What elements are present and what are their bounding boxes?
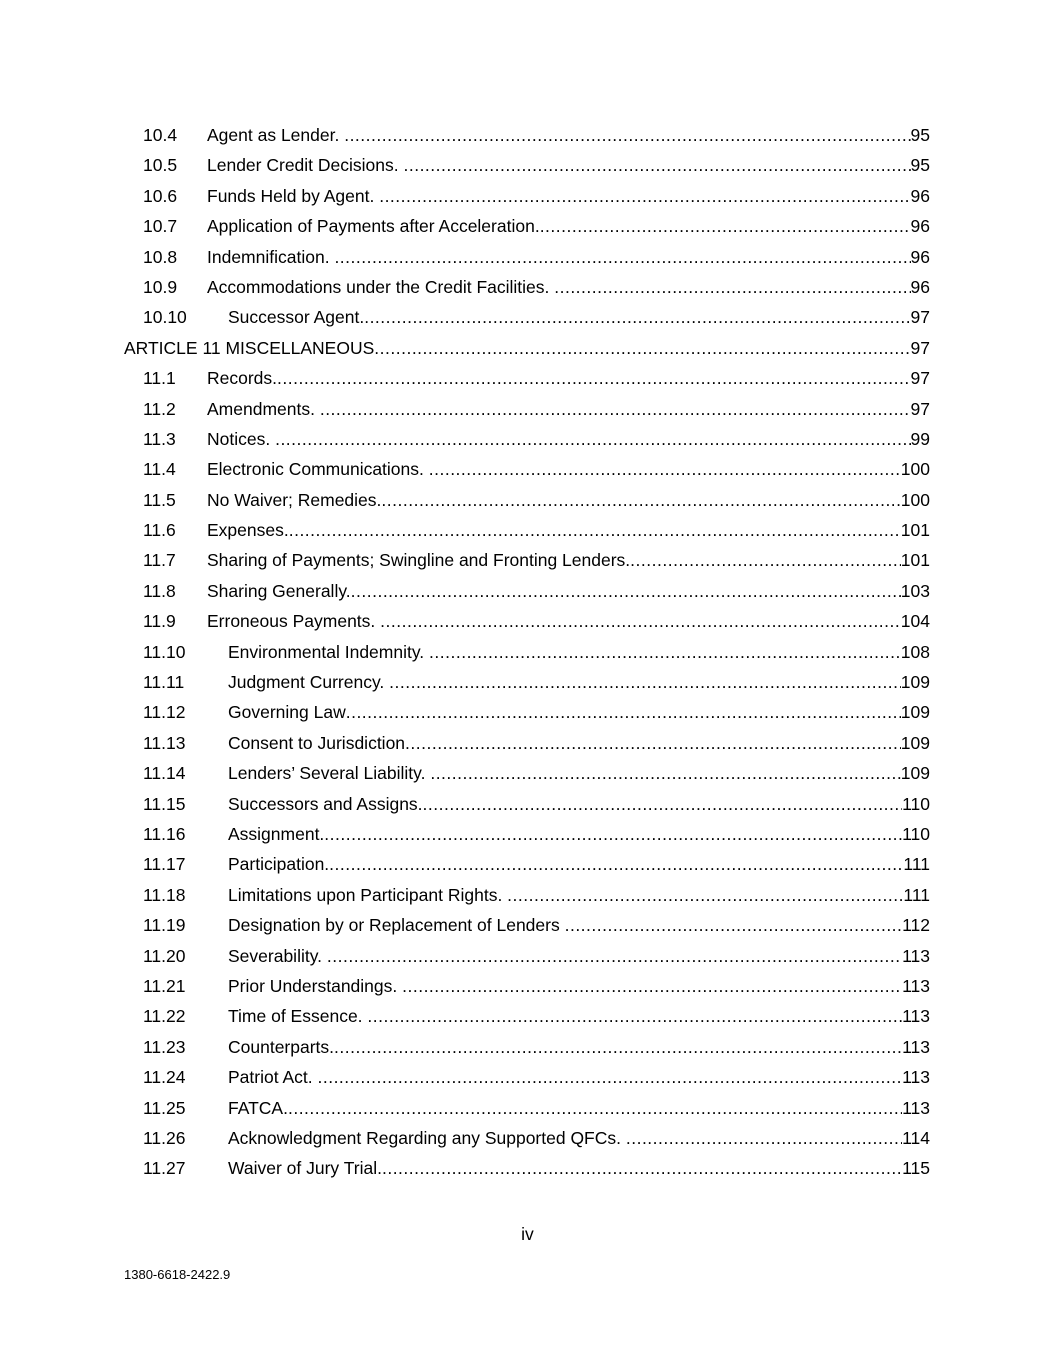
toc-page-number: 113 xyxy=(902,975,930,996)
toc-entry[interactable] xyxy=(0,363,1055,393)
toc-section-title: Lenders’ Several Liability. xyxy=(228,763,431,784)
toc-page-number: 115 xyxy=(902,1158,930,1179)
toc-section-number: 11.19 xyxy=(143,915,186,936)
table-of-contents xyxy=(0,120,1055,1184)
toc-entry[interactable] xyxy=(0,941,1055,971)
toc-entry-line xyxy=(228,1153,930,1183)
toc-entry-line xyxy=(228,819,930,849)
toc-page-number: 111 xyxy=(903,884,930,905)
toc-section-number: 11.3 xyxy=(143,428,176,449)
toc-section-number: 11.21 xyxy=(143,975,186,996)
dot-leader xyxy=(327,941,902,971)
toc-entry[interactable] xyxy=(0,485,1055,515)
toc-section-number: 11.18 xyxy=(143,884,186,905)
toc-section-title: Designation by or Replacement of Lenders xyxy=(228,915,565,936)
toc-entry[interactable] xyxy=(0,971,1055,1001)
toc-page-number: 101 xyxy=(900,520,930,541)
dot-leader xyxy=(423,789,903,819)
toc-section-title: Prior Understandings. xyxy=(228,975,403,996)
dot-leader xyxy=(630,545,901,575)
toc-section-title: Successor Agent. xyxy=(228,307,365,328)
toc-section-number: 10.9 xyxy=(143,276,178,297)
toc-section-number: 10.7 xyxy=(143,216,178,237)
toc-section-title: Severability. xyxy=(228,945,327,966)
toc-entry-line xyxy=(228,789,930,819)
toc-page-number: 95 xyxy=(910,155,930,176)
dot-leader xyxy=(565,910,903,940)
toc-page-number: 112 xyxy=(902,915,930,936)
toc-entry-line xyxy=(228,880,930,910)
toc-section-number: 10.10 xyxy=(143,307,187,328)
dot-leader xyxy=(429,454,901,484)
toc-page-number: 100 xyxy=(900,489,930,510)
toc-page-number: 109 xyxy=(900,763,930,784)
toc-section-title: Assignment. xyxy=(228,823,325,844)
dot-leader xyxy=(540,211,911,241)
toc-entry[interactable] xyxy=(0,819,1055,849)
dot-leader xyxy=(275,424,910,454)
toc-section-number: 11.10 xyxy=(143,641,186,662)
toc-entry[interactable] xyxy=(0,120,1055,150)
toc-page-number: 97 xyxy=(910,368,930,389)
toc-entry[interactable] xyxy=(0,910,1055,940)
toc-section-number: 11.25 xyxy=(143,1097,186,1118)
toc-page-number: 111 xyxy=(903,854,930,875)
toc-entry[interactable] xyxy=(0,880,1055,910)
toc-entry-line xyxy=(207,424,930,454)
dot-leader xyxy=(374,333,910,363)
toc-entry[interactable] xyxy=(0,667,1055,697)
dot-leader xyxy=(403,150,910,180)
toc-section-title: Patriot Act. xyxy=(228,1067,318,1088)
toc-section-number: 11.20 xyxy=(143,945,186,966)
toc-entry-line xyxy=(207,120,930,150)
toc-section-title: Lender Credit Decisions. xyxy=(207,155,404,176)
toc-section-title: Governing Law xyxy=(228,702,346,723)
toc-entry-line xyxy=(207,150,930,180)
toc-section-title: FATCA. xyxy=(228,1097,288,1118)
dot-leader xyxy=(277,363,911,393)
toc-section-number: 10.8 xyxy=(143,246,178,267)
toc-entry-line xyxy=(228,1032,930,1062)
dot-leader xyxy=(389,667,901,697)
toc-entry[interactable] xyxy=(0,150,1055,180)
toc-article-heading[interactable] xyxy=(0,333,1055,363)
toc-section-title: Acknowledgment Regarding any Supported QFCs. xyxy=(228,1127,626,1148)
toc-section-title: Amendments. xyxy=(207,398,320,419)
toc-entry-line xyxy=(207,485,930,515)
toc-entry[interactable] xyxy=(0,758,1055,788)
toc-entry[interactable] xyxy=(0,302,1055,332)
toc-entry-line xyxy=(207,363,930,393)
dot-leader xyxy=(430,758,900,788)
toc-page-number: 96 xyxy=(910,216,930,237)
toc-page-number: 96 xyxy=(910,276,930,297)
dot-leader xyxy=(346,697,901,727)
toc-entry-line xyxy=(207,545,930,575)
toc-entry[interactable] xyxy=(0,515,1055,545)
toc-page-number: 113 xyxy=(902,1006,930,1027)
toc-page-number: 113 xyxy=(902,945,930,966)
toc-section-title: Time of Essence. xyxy=(228,1006,368,1027)
toc-entry-line xyxy=(228,1062,930,1092)
toc-section-title: Application of Payments after Acceleration. xyxy=(207,216,540,237)
toc-section-number: 11.6 xyxy=(143,520,176,541)
toc-section-title: Indemnification. xyxy=(207,246,335,267)
toc-entry[interactable] xyxy=(0,1062,1055,1092)
toc-section-title: Notices. xyxy=(207,428,276,449)
toc-section-number: 11.7 xyxy=(143,550,176,571)
toc-section-number: 11.15 xyxy=(143,793,186,814)
toc-entry[interactable] xyxy=(0,424,1055,454)
dot-leader xyxy=(317,1062,902,1092)
dot-leader xyxy=(351,576,901,606)
toc-section-title: Environmental Indemnity. xyxy=(228,641,430,662)
toc-section-title: Records. xyxy=(207,368,278,389)
toc-entry[interactable] xyxy=(0,454,1055,484)
toc-entry-line xyxy=(228,1123,930,1153)
dot-leader xyxy=(405,728,901,758)
toc-entry[interactable] xyxy=(0,728,1055,758)
dot-leader xyxy=(507,880,903,910)
document-id: 1380-6618-2422.9 xyxy=(124,1267,231,1282)
toc-section-title: Electronic Communications. xyxy=(207,459,429,480)
dot-leader xyxy=(289,515,901,545)
toc-entry-line xyxy=(228,697,930,727)
dot-leader xyxy=(367,1001,902,1031)
toc-page-number: 95 xyxy=(910,125,930,145)
toc-section-number: 11.8 xyxy=(143,580,176,601)
toc-page-number: 104 xyxy=(900,611,930,632)
toc-page-number: 114 xyxy=(902,1127,930,1148)
toc-section-number: 11.23 xyxy=(143,1036,186,1057)
toc-page-number: 110 xyxy=(902,823,930,844)
toc-section-title: Accommodations under the Credit Facilities. xyxy=(207,276,555,297)
toc-entry-line xyxy=(207,242,930,272)
dot-leader xyxy=(324,819,902,849)
toc-section-number: 11.22 xyxy=(143,1006,186,1027)
toc-section-title: Sharing Generally. xyxy=(207,580,351,601)
toc-entry[interactable] xyxy=(0,272,1055,302)
dot-leader xyxy=(381,485,900,515)
toc-page-number: 103 xyxy=(900,580,930,601)
toc-section-number: 11.4 xyxy=(143,459,176,480)
page-number: iv xyxy=(521,1224,534,1244)
toc-section-title: Successors and Assigns. xyxy=(228,793,423,814)
toc-entry-line xyxy=(207,576,930,606)
toc-entry-line xyxy=(228,302,930,332)
toc-section-title: ARTICLE 11 MISCELLANEOUS xyxy=(124,337,375,358)
toc-entry[interactable] xyxy=(0,1001,1055,1031)
toc-section-title: Judgment Currency. xyxy=(228,672,390,693)
toc-page-number: 113 xyxy=(902,1067,930,1088)
toc-entry-line xyxy=(207,454,930,484)
toc-section-title: Participation. xyxy=(228,854,330,875)
dot-leader xyxy=(429,637,901,667)
toc-section-number: 11.5 xyxy=(143,489,176,510)
toc-entry-line xyxy=(228,1093,930,1123)
toc-page-number: 96 xyxy=(910,185,930,206)
toc-entry-line xyxy=(207,606,930,636)
toc-page-number: 109 xyxy=(900,702,930,723)
toc-entry-line xyxy=(228,971,930,1001)
dot-leader xyxy=(329,849,903,879)
toc-section-number: 11.17 xyxy=(143,854,186,875)
toc-section-title: Expenses. xyxy=(207,520,289,541)
toc-page-number: 97 xyxy=(910,337,930,358)
toc-entry-line xyxy=(228,728,930,758)
toc-section-number: 11.16 xyxy=(143,823,186,844)
toc-section-number: 11.27 xyxy=(143,1158,186,1179)
dot-leader xyxy=(288,1093,902,1123)
toc-entry[interactable] xyxy=(0,1153,1055,1183)
toc-page-number: 108 xyxy=(900,641,930,662)
toc-entry[interactable] xyxy=(0,606,1055,636)
toc-section-number: 11.12 xyxy=(143,702,186,723)
dot-leader xyxy=(402,971,902,1001)
toc-section-number: 11.26 xyxy=(143,1127,186,1148)
dot-leader xyxy=(334,242,910,272)
toc-entry[interactable] xyxy=(0,637,1055,667)
toc-section-title: Erroneous Payments. xyxy=(207,611,381,632)
dot-leader xyxy=(379,181,910,211)
toc-page-number: 113 xyxy=(902,1097,930,1118)
toc-entry[interactable] xyxy=(0,394,1055,424)
toc-section-number: 11.9 xyxy=(143,611,176,632)
toc-page-number: 109 xyxy=(900,672,930,693)
toc-page-number: 101 xyxy=(900,550,930,571)
toc-section-number: 10.6 xyxy=(143,185,178,206)
toc-section-title: No Waiver; Remedies. xyxy=(207,489,382,510)
dot-leader xyxy=(382,1153,902,1183)
toc-entry[interactable] xyxy=(0,576,1055,606)
dot-leader xyxy=(334,1032,902,1062)
toc-section-title: Limitations upon Participant Rights. xyxy=(228,884,508,905)
toc-entry-line xyxy=(228,849,930,879)
toc-entry[interactable] xyxy=(0,181,1055,211)
toc-entry[interactable] xyxy=(0,789,1055,819)
toc-entry-line xyxy=(124,333,930,363)
toc-section-title: Waiver of Jury Trial. xyxy=(228,1158,382,1179)
toc-entry[interactable] xyxy=(0,1093,1055,1123)
toc-entry[interactable] xyxy=(0,697,1055,727)
toc-page-number: 110 xyxy=(902,793,930,814)
toc-section-number: 11.24 xyxy=(143,1067,186,1088)
dot-leader xyxy=(364,302,910,332)
toc-page-number: 97 xyxy=(910,398,930,419)
toc-section-title: Sharing of Payments; Swingline and Fronting Lenders. xyxy=(207,550,631,571)
dot-leader xyxy=(554,272,910,302)
toc-entry-line xyxy=(228,1001,930,1031)
toc-entry-line xyxy=(228,910,930,940)
toc-page-number: 97 xyxy=(910,307,930,328)
toc-section-number: 11.1 xyxy=(143,368,176,389)
dot-leader xyxy=(380,606,901,636)
dot-leader xyxy=(626,1123,902,1153)
dot-leader xyxy=(344,120,910,150)
toc-entry-line xyxy=(207,515,930,545)
toc-entry-line xyxy=(228,637,930,667)
toc-entry-line xyxy=(207,211,930,241)
toc-page-number: 113 xyxy=(902,1036,930,1057)
toc-section-title: Counterparts. xyxy=(228,1036,335,1057)
toc-page-number: 96 xyxy=(910,246,930,267)
toc-entry[interactable] xyxy=(0,211,1055,241)
dot-leader xyxy=(320,394,911,424)
toc-section-number: 11.2 xyxy=(143,398,176,419)
toc-section-number: 11.11 xyxy=(143,672,185,693)
toc-entry-line xyxy=(228,941,930,971)
toc-section-title: Agent as Lender. xyxy=(207,125,345,145)
toc-section-title: Consent to Jurisdiction xyxy=(228,732,406,753)
toc-section-number: 11.14 xyxy=(143,763,186,784)
toc-page-number: 109 xyxy=(900,732,930,753)
toc-entry[interactable] xyxy=(0,545,1055,575)
toc-section-number: 10.4 xyxy=(143,125,178,145)
toc-entry[interactable] xyxy=(0,1032,1055,1062)
toc-entry-line xyxy=(228,758,930,788)
toc-entry[interactable] xyxy=(0,849,1055,879)
toc-entry[interactable] xyxy=(0,242,1055,272)
toc-entry-line xyxy=(207,272,930,302)
toc-page-number: 100 xyxy=(900,459,930,480)
toc-section-title: Funds Held by Agent. xyxy=(207,185,380,206)
toc-section-number: 10.5 xyxy=(143,155,178,176)
toc-entry-line xyxy=(207,394,930,424)
toc-section-number: 11.13 xyxy=(143,732,186,753)
toc-entry-line xyxy=(207,181,930,211)
toc-entry[interactable] xyxy=(0,1123,1055,1153)
toc-entry-line xyxy=(228,667,930,697)
toc-page-number: 99 xyxy=(910,428,930,449)
